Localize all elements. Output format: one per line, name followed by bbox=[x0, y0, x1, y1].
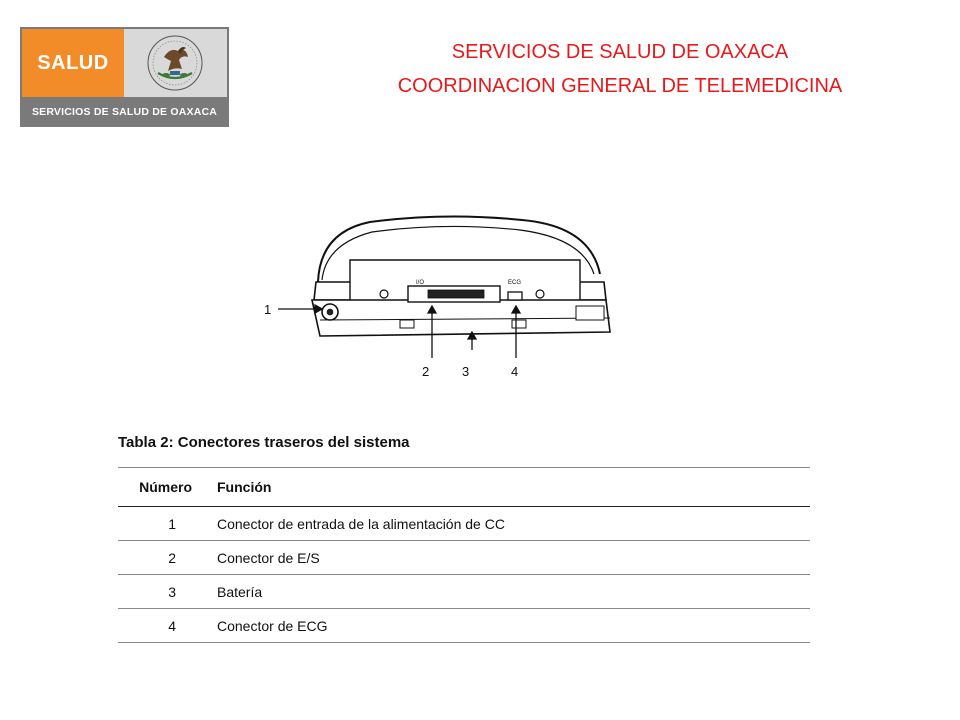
row-function: Batería bbox=[217, 583, 263, 600]
ecg-port-label: ECG bbox=[508, 280, 522, 286]
device-body bbox=[312, 216, 610, 336]
row-number: 2 bbox=[168, 549, 176, 566]
table-header-row bbox=[118, 468, 810, 506]
logo-top-panel bbox=[22, 29, 227, 97]
header-title-line2: COORDINACION GENERAL DE TELEMEDICINA bbox=[397, 75, 843, 97]
connectors-table bbox=[118, 467, 810, 643]
row-number: 4 bbox=[168, 617, 176, 634]
salud-logo bbox=[20, 27, 229, 127]
row-number: 1 bbox=[168, 515, 176, 532]
callout-label-2: 2 bbox=[422, 364, 430, 379]
callout-label-4: 4 bbox=[511, 364, 519, 379]
table-row bbox=[118, 609, 810, 642]
logo-subtitle: SERVICIOS DE SALUD DE OAXACA bbox=[31, 106, 218, 118]
logo-subtitle-bar bbox=[20, 97, 229, 127]
row-function: Conector de entrada de la alimentación de CC bbox=[217, 515, 505, 532]
table-row bbox=[118, 541, 810, 574]
callout-label-3: 3 bbox=[462, 364, 470, 379]
io-port-label: I/O bbox=[416, 280, 425, 286]
logo-brand-text: SALUD bbox=[37, 51, 109, 74]
logo-brand-panel bbox=[22, 29, 124, 97]
row-number: 3 bbox=[168, 583, 176, 600]
table-caption: Tabla 2: Conectores traseros del sistema bbox=[118, 434, 410, 451]
table-bottom-rule bbox=[118, 642, 810, 643]
row-function: Conector de ECG bbox=[217, 617, 328, 634]
device-rear-illustration bbox=[260, 212, 630, 382]
table-row bbox=[118, 507, 810, 540]
callout-label-1: 1 bbox=[264, 302, 272, 317]
header-function: Función bbox=[217, 479, 272, 495]
row-function: Conector de E/S bbox=[217, 549, 320, 566]
table-row bbox=[118, 575, 810, 608]
header-number: Número bbox=[139, 479, 192, 495]
coat-of-arms-icon bbox=[142, 33, 208, 93]
header-title-line1: SERVICIOS DE SALUD DE OAXACA bbox=[451, 41, 789, 63]
